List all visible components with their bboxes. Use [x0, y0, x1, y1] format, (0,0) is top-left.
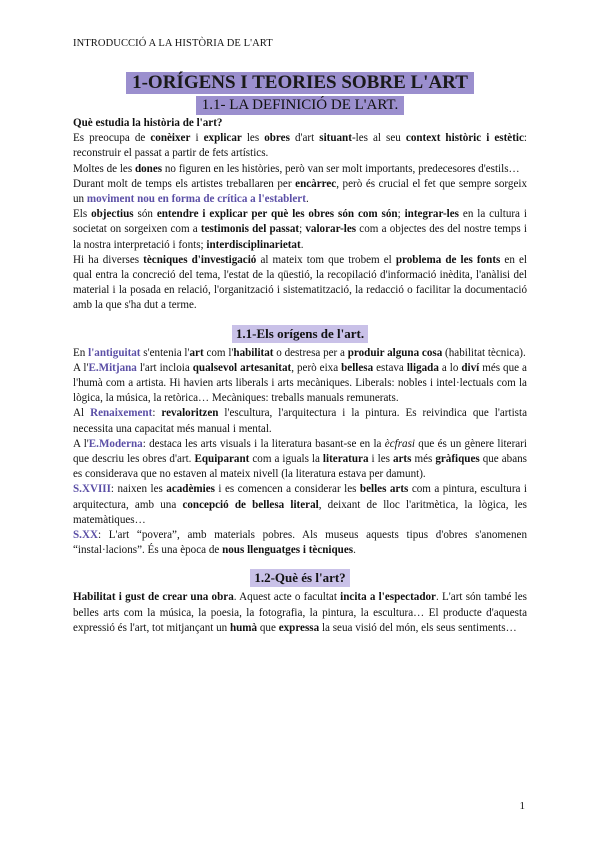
page-number: 1 — [519, 800, 525, 812]
what-is-art-paragraph: Habilitat i gust de crear una obra. Aquest acte o facultat incita a l'espectador. L'art són també les belles arts com la música, la poesia, la fotografia, la pintura, la escultura… El producte d'aquesta expressió és l'art, tot mitjançant un humà que expressa la seua visió del món, els seus sentiments… — [73, 591, 527, 634]
sub-title: 1.1- LA DEFINICIÓ DE L'ART. — [196, 96, 405, 115]
running-header: INTRODUCCIÓ A LA HISTÒRIA DE L'ART — [73, 38, 273, 49]
origins-antiquity: En l'antiguitat s'entenia l'art com l'habilitat o destresa per a produir alguna cosa (habilitat tècnica). — [73, 346, 526, 359]
section-heading-what-is-art: 1.2-Què és l'art? — [250, 569, 349, 587]
paragraph-2: Moltes de les dones no figuren en les històries, però van ser molt importants, predecesores d'estils… — [73, 162, 520, 175]
section-heading-row-1 — [73, 325, 527, 343]
paragraph-4: Els objectius són entendre i explicar per què les obres són com són; integrar-les en la cultura i societat on sorgeixen com a testimonis del passat; valorar-les com a objectes des del nostre temps i la nostra interpretació i fonts; interdisciplinarietat. — [73, 208, 528, 251]
paragraph-1: Es preocupa de conèixer i explicar les obres d'art situant-les al seu context històric i estètic: reconstruir el passat a partir de fets artístics. — [73, 132, 528, 160]
main-title: 1-ORÍGENS I TEORIES SOBRE L'ART — [126, 72, 474, 94]
origins-renaissance: Al Renaixement: revaloritzen l'escultura, l'arquitectura i la pintura. Es reivindica que l'artista necessita una capacitat més manual i mental. — [73, 407, 527, 435]
main-title-row — [73, 72, 527, 95]
origins-modern-age: A l'E.Moderna: destaca les arts visuals i la literatura basant-se en la ècfrasi que és un gènere literari que descriu les obres d'art. Equiparant com a iguals la literatura i les arts més gràfiques que abans es considerava que no estaven al mateix nivell (la literatura estava per damunt). — [73, 437, 527, 481]
sub-title-row — [73, 95, 527, 115]
section-heading-row-2 — [73, 569, 527, 587]
paragraph-5: Hi ha diverses tècniques d'investigació al mateix tom que trobem el problema de les fonts en el qual entra la concreció del tema, l'estat de la qüestió, la recopilació d'informació inèdita, l'anàlisi del material i la posada en relació, l'organització i sistematització, la redacció o facilitar la documentació amb la que s'ha dut a terme. — [73, 253, 527, 312]
page-content — [73, 72, 527, 636]
origins-20th-century: S.XX: L'art “povera”, amb materials pobres. Als museus aquests tipus d'obres s'anomenen “instal·lacions”. És una època de nous llenguatges i tècniques. — [73, 529, 527, 557]
origins-18th-century: S.XVIII: naixen les acadèmies i es comencen a considerar les belles arts com a pintura, escultura i arquitectura, amb una concepció de bellesa literal, deixant de lloc l'aritmètica, la lògica, les matemàtiques… — [73, 483, 528, 526]
section-heading-origins: 1.1-Els orígens de l'art. — [232, 325, 368, 343]
origins-middle-ages: A l'E.Mitjana l'art incloia qualsevol artesanitat, però eixa bellesa estava lligada a lo diví més que a l'humà com a artista. Hi havien arts liberals i arts mecàniques. Liberals: nobles i intel·lectuals com la lògica, la música, la retòrica… Mecàniques: treballs manuals remunerats. — [73, 361, 527, 405]
question-heading: Què estudia la història de l'art? — [73, 117, 223, 129]
paragraph-3: Durant molt de temps els artistes treballaren per encàrrec, però és crucial el fet que sempre sorgeix un moviment nou en forma de crítica a l'establert. — [73, 177, 528, 206]
